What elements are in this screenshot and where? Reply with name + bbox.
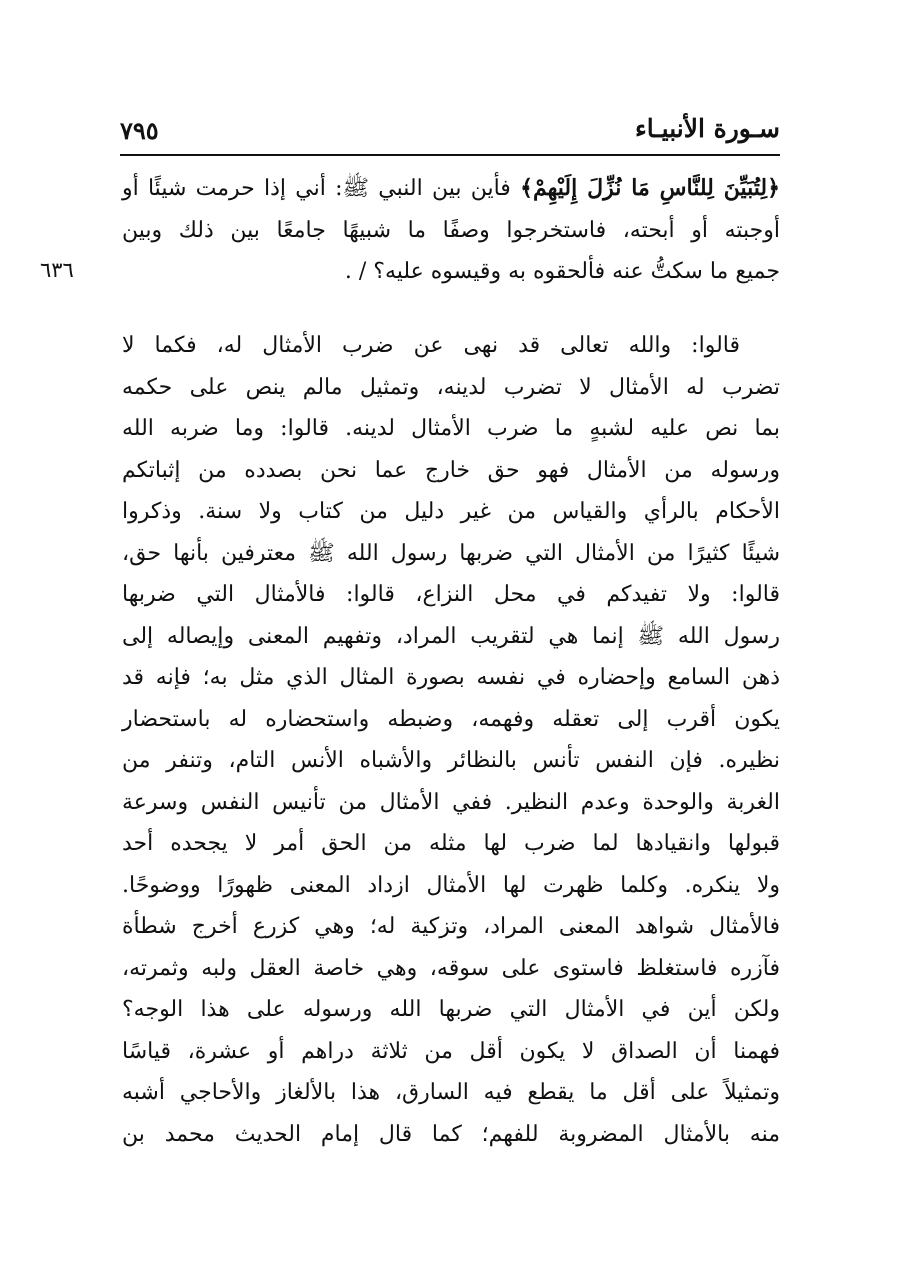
page-number: ٧٩٥: [120, 116, 159, 145]
paragraph-2-line: قالوا: ولا تفيدكم في محل النزاع، قالوا: فالأمثال التي ضربها: [122, 582, 780, 607]
paragraph-2-line: الغربة والوحدة وعدم النظير. ففي الأمثال من تأنيس النفس وسرعة: [122, 789, 780, 815]
paragraph-2-line: منه بالأمثال المضروبة للفهم؛ كما قال إمام الحديث محمد بن: [122, 1121, 780, 1147]
paragraph-2-line: ذهن السامع وإحضاره في نفسه بصورة المثال الذي مثل به؛ فإنه قد: [122, 665, 780, 690]
paragraph-1-line-1-text: فأين بين النبي ﷺ: أني إذا حرمت شيئًا أو: [122, 176, 521, 201]
paragraph-1-line-1: [122, 168, 780, 210]
paragraph-1: [122, 168, 780, 293]
paragraph-2-line: فهمنا أن الصداق لا يكون أقل من ثلاثة دراهم أو عشرة، قياسًا: [122, 1038, 780, 1064]
paragraph-1-line-3: جميع ما سكتُّ عنه فألحقوه به وقيسوه عليه؟ / .: [344, 259, 780, 284]
paragraph-2-line: وتمثيلاً على أقل ما يقطع فيه السارق، هذا بالألغاز والأحاجي أشبه: [122, 1080, 780, 1105]
paragraph-2-line: ولكن أين في الأمثال التي ضربها الله ورسوله على هذا الوجه؟: [122, 997, 780, 1022]
paragraph-2-line: شيئًا كثيرًا من الأمثال التي ضربها رسول الله ﷺ معترفين بأنها حق،: [122, 540, 780, 566]
paragraph-2-line: فآزره فاستغلظ فاستوى على سوقه، وهي خاصة العقل ولبه وثمرته،: [122, 955, 780, 981]
paragraph-2-line: تضرب له الأمثال لا تضرب لدينه، وتمثيل مالم ينص على حكمه: [122, 374, 780, 400]
paragraph-2-line: بما نص عليه لشبهٍ ما ضرب الأمثال لدينه. قالوا: وما ضربه الله: [122, 416, 780, 441]
paragraph-2-line: فالأمثال شواهد المعنى المراد، وتزكية له؛ وهي كزرع أخرج شطأة: [122, 914, 780, 939]
paragraph-2-line: ورسوله من الأمثال فهو حق خارج عما نحن بصدده من إثباتكم: [122, 457, 780, 483]
paragraph-2-line: ولا ينكره. وكلما ظهرت لها الأمثال ازداد المعنى ظهورًا ووضوحًا.: [122, 872, 780, 898]
paragraph-1-line-2: أوجبته أو أبحته، فاستخرجوا وصفًا ما شبيهًا جامعًا بين ذلك وبين: [122, 217, 780, 243]
paragraph-2-line: يكون أقرب إلى تعقله وفهمه، وضبطه واستحضاره له باستحضار: [122, 706, 780, 732]
paragraph-2-line: قبولها وانقيادها لما ضرب لها مثله من الحق أمر لا يجحده أحد: [122, 831, 780, 856]
margin-page-reference: ٦٣٦: [40, 258, 74, 282]
paragraph-2: [122, 325, 780, 1155]
paragraph-2-line: رسول الله ﷺ إنما هي لتقريب المراد، وتفهيم المعنى وإيصاله إلى: [122, 623, 780, 649]
paragraph-2-line: الأحكام بالرأي والقياس من غير دليل من كتاب ولا سنة. وذكروا: [122, 499, 780, 524]
quran-quote: ﴿لِتُبَيِّنَ لِلنَّاسِ مَا نُزِّلَ إِلَيْهِمْ﴾: [520, 175, 781, 201]
paragraph-2-line: نظيره. فإن النفس تأنس بالنظائر والأشباه الأنس التام، وتنفر من: [122, 748, 780, 773]
surah-title: سـورة الأنبيـاء: [634, 114, 780, 143]
paragraph-2-line: قالوا: والله تعالى قد نهى عن ضرب الأمثال له، فكما لا: [122, 333, 740, 358]
page-header: [120, 110, 780, 156]
